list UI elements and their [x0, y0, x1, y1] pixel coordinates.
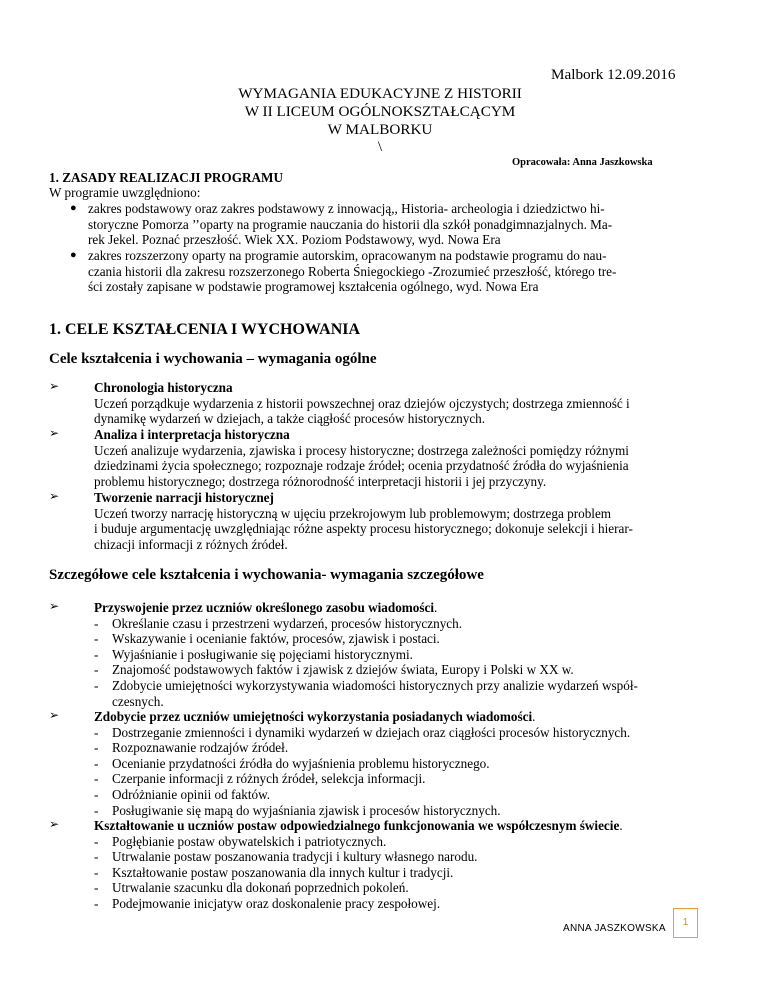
dash-line: Pogłębianie postaw obywatelskich i patriotycznych.: [112, 833, 387, 849]
page-number-box: [673, 908, 698, 938]
footer-author: ANNA JASZKOWSKA: [563, 923, 666, 934]
dash-line: Ocenianie przydatności źródła do wyjaśnienia problemu historycznego.: [112, 755, 490, 771]
dash-line: Utrwalanie szacunku dla dokonań poprzednich pokoleń.: [112, 880, 409, 896]
dash-line: Odróżnianie opinii od faktów.: [112, 786, 271, 802]
arrow-bullet-icon: ➢: [49, 708, 60, 722]
bullet-line: zakres podstawowy oraz zakres podstawowy z innowacją,, Historia- archeologia i dziedzictwo hi-: [88, 201, 605, 216]
bullet-line: rek Jekel. Poznać przeszłość. Wiek XX. Poziom Podstawowy, wyd. Nowa Era: [88, 232, 501, 248]
arrow-bullet-icon: ➢: [49, 599, 60, 613]
subheading-general-requirements: Cele kształcenia i wychowania – wymagania ogólne: [49, 351, 377, 367]
document-date: Malbork 12.09.2016: [551, 66, 676, 83]
bullet-line: ści zostały zapisane w podstawie programowej kształcenia ogólnego, wyd. Nowa Era: [88, 279, 539, 295]
dash-line: Znajomość podstawowych faktów i zjawisk z dziejów świata, Europy i Polski w XX w.: [112, 662, 574, 678]
dash-line: Dostrzeganie zmienności i dynamiki wydarzeń w dziejach oraz ciągłości procesów historycznych.: [112, 724, 631, 740]
document-title-line-4: \: [377, 138, 383, 155]
general-item-analysis: [49, 426, 700, 489]
bullet-line: czania historii dla zakresu rozszerzonego Roberta Śniegockiego -Zrozumieć przeszłość, którego tre-: [88, 263, 617, 279]
section-heading-principles: 1. ZASADY REALIZACJI PROGRAMU: [49, 170, 283, 185]
item-line: Uczeń analizuje wydarzenia, zjawiska i procesy historyczne; dostrzega zależności pomiędzy różnymi: [94, 442, 629, 458]
scope-bullet-1: [70, 201, 700, 248]
section-intro: W programie uwzględniono:: [49, 185, 201, 200]
prepared-by: Opracowała: Anna Jaszkowska: [512, 157, 653, 168]
item-line: dynamikę wydarzeń w dziejach, a także ciągłość procesów historycznych.: [94, 411, 486, 427]
item-title: Tworzenie narracji historycznej: [94, 490, 274, 505]
document-title-line-1: WYMAGANIA EDUKACYJNE Z HISTORII: [238, 85, 522, 102]
dash-line: Podejmowanie inicjatyw oraz doskonalenie pracy zespołowej.: [112, 895, 441, 911]
arrow-bullet-icon: ➢: [49, 379, 60, 393]
bullet-line: storyczne Pomorza ’’oparty na programie nauczania do historii dla szkół ponadgimnazjalnych. Ma-: [88, 216, 613, 232]
general-item-chronology: [49, 379, 700, 427]
arrow-bullet-icon: ➢: [49, 426, 60, 440]
item-title: Chronologia historyczna: [94, 380, 233, 395]
dash-line: Wyjaśnianie i posługiwanie się pojęciami historycznymi.: [112, 646, 413, 662]
bullet-icon: ●: [70, 249, 77, 261]
item-title: Analiza i interpretacja historyczna: [94, 427, 290, 442]
item-title: Zdobycie przez uczniów umiejętności wykorzystania posiadanych wiadomości: [94, 709, 533, 724]
item-line: problemu historycznego; dostrzega różnorodność interpretacji historii i jej przyczyny.: [94, 473, 547, 489]
dash-line: Zdobycie umiejętności wykorzystywania wiadomości historycznych przy analizie wydarzeń współ-: [112, 677, 638, 693]
item-line: i buduje argumentację uwzględniając różne aspekty procesu historycznego; dokonuje selekcji i hierar-: [94, 521, 633, 537]
scope-bullet-2: [70, 248, 700, 295]
item-title: Przyswojenie przez uczniów określonego zasobu wiadomości: [94, 600, 435, 615]
dash-line: Kształtowanie postaw poszanowania dla innych kultur i tradycji.: [112, 864, 454, 880]
subheading-detailed-requirements: Szczegółowe cele kształcenia i wychowania- wymagania szczegółowe: [49, 567, 484, 583]
dash-line: Posługiwanie się mapą do wyjaśniania zjawisk i procesów historycznych.: [112, 802, 501, 818]
section-heading-goals: 1. CELE KSZTAŁCENIA I WYCHOWANIA: [49, 321, 361, 338]
dash-line: Wskazywanie i ocenianie faktów, procesów, zjawisk i postaci.: [112, 631, 440, 647]
dash-line: Utrwalanie postaw poszanowania tradycji i kultury własnego narodu.: [112, 849, 478, 865]
detail-item-skills: ➢ Zdobycie przez uczniów umiejętności wykorzystania posiadanych wiadomości. - Dostrzeganie zmienności i dynamiki wydarzeń w dziejach oraz ciągłości procesów historycznych. - Rozpoznawanie rodzajów źródeł. - Ocenianie przydatności źródła do wyjaśnienia problemu historycznego. - Czerpanie informacji z różnych źródeł, selekcja informacji. - Odróżnianie opinii od faktów. - Posługiwanie się mapą do wyjaśniania zjawisk i procesów historycznych.: [49, 708, 631, 818]
bullet-line: zakres rozszerzony oparty na programie autorskim, opracowanym na podstawie programu do nau-: [88, 248, 607, 263]
detail-item-knowledge: ➢ Przyswojenie przez uczniów określonego zasobu wiadomości. - Określanie czasu i przestrzeni wydarzeń, procesów historycznych. - Wskazywanie i ocenianie faktów, procesów, zjawisk i postaci. - Wyjaśnianie i posługiwanie się pojęciami historycznymi. - Znajomość podstawowych faktów i zjawisk z dziejów świata, Europy i Polski w XX w. - Zdobycie umiejętności wykorzystywania wiadomości historycznych przy analizie wydarzeń współ- czesnych.: [49, 599, 638, 709]
dash-line: Rozpoznawanie rodzajów źródeł.: [112, 740, 289, 756]
detail-item-attitudes: ➢ Kształtowanie u uczniów postaw odpowiedzialnego funkcjonowania we współczesnym świecie. - Pogłębianie postaw obywatelskich i patriotycznych. - Utrwalanie postaw poszanowania tradycji i kultury własnego narodu. - Kształtowanie postaw poszanowania dla innych kultur i tradycji. - Utrwalanie szacunku dla dokonań poprzednich pokoleń. - Podejmowanie inicjatyw oraz doskonalenie pracy zespołowej.: [49, 817, 623, 911]
document-title-line-3: W MALBORKU: [327, 121, 433, 138]
page-number: 1: [682, 917, 689, 929]
item-line: chizacji informacji z różnych źródeł.: [94, 536, 288, 552]
dash-line: Czerpanie informacji z różnych źródeł, selekcja informacji.: [112, 771, 426, 787]
dash-line: Określanie czasu i przestrzeni wydarzeń, procesów historycznych.: [112, 615, 463, 631]
arrow-bullet-icon: ➢: [49, 489, 60, 503]
item-title: Kształtowanie u uczniów postaw odpowiedzialnego funkcjonowania we współczesnym świecie: [94, 818, 620, 833]
item-line: dziedzinami życia społecznego; rozpoznaje rodzaje źródeł; ocenia przydatność źródła do wyjaśnienia: [94, 458, 629, 474]
item-line: Uczeń tworzy narrację historyczną w ujęciu przekrojowym lub problemowym; dostrzega problem: [94, 505, 612, 521]
item-line: Uczeń porządkuje wydarzenia z historii powszechnej oraz dziejów ojczystych; dostrzega zmienność i: [94, 395, 630, 411]
general-item-narration: [49, 489, 700, 552]
arrow-bullet-icon: ➢: [49, 817, 60, 831]
bullet-icon: ●: [70, 202, 77, 214]
dash-line: czesnych.: [112, 693, 164, 709]
document-title-line-2: W II LICEUM OGÓLNOKSZTAŁCĄCYM: [244, 103, 516, 120]
